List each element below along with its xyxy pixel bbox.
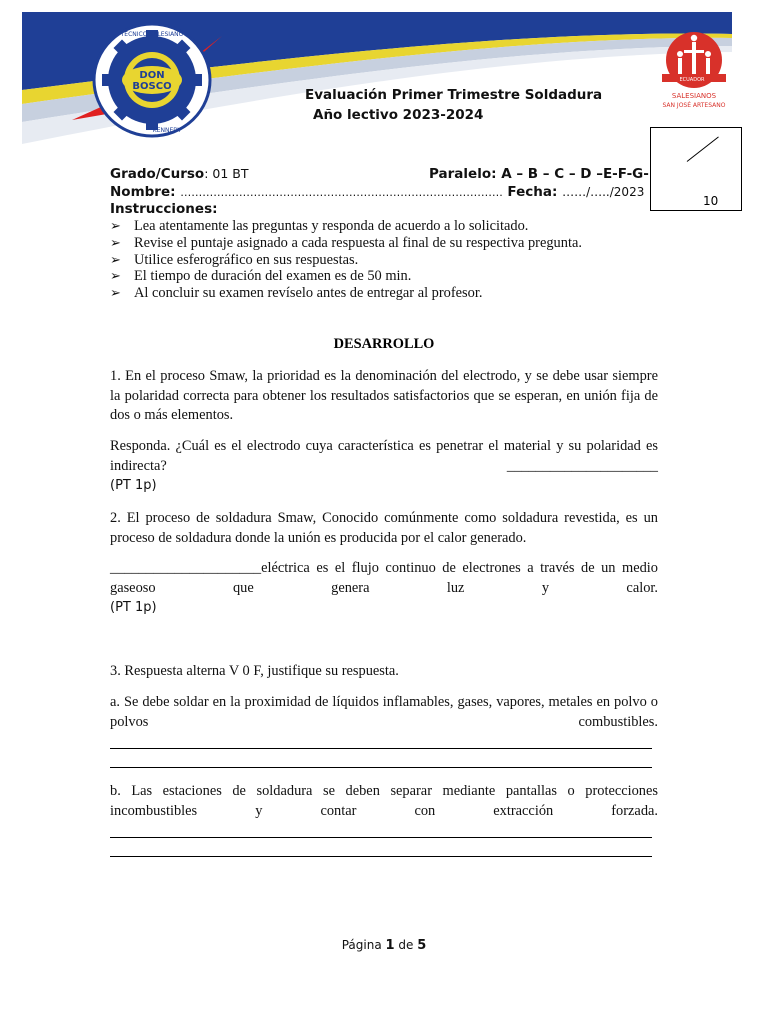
instruction-text: Al concluir su examen revíselo antes de entregar al profesor. xyxy=(134,285,483,302)
answer-line[interactable] xyxy=(110,748,652,749)
question-1-prompt: Responda. ¿Cuál es el electrodo cuya característica es penetrar el material y su polaridad es indirecta? _____________________ xyxy=(110,438,658,474)
nombre-fecha xyxy=(110,184,644,200)
paralelo: Paralelo: A – B – C – D –E-F-G- xyxy=(429,166,649,182)
instruction-item xyxy=(110,268,670,285)
instruction-text: Utilice esferográfico en sus respuestas. xyxy=(134,251,359,268)
footer-total: 5 xyxy=(417,938,427,953)
instruction-text: Lea atentamente las preguntas y responda de acuerdo a lo solicitado. xyxy=(134,218,529,234)
nombre-dots: ……………………………………………………………………………. xyxy=(180,186,503,199)
instruction-item xyxy=(110,252,670,269)
question-3a: a. Se debe soldar en la proximidad de líquidos inflamables, gases, vapores, metales en polvo o polvos combustibles. xyxy=(110,694,658,730)
question-3b: b. Las estaciones de soldadura se deben separar mediante pantallas o protecciones incombustibles y contar con extracción forzada. xyxy=(110,783,658,819)
question-2-points: (PT 1p) xyxy=(110,600,157,615)
score-slash xyxy=(687,136,719,161)
instruction-item xyxy=(110,235,670,252)
arrow-bullet-icon: ➢ xyxy=(110,285,121,301)
instruction-text: Revise el puntaje asignado a cada respuesta al final de su respectiva pregunta. xyxy=(134,234,582,251)
question-1-text: 1. En el proceso Smaw, la prioridad es la denominación del electrodo, y se debe usar siempre la polaridad correcta para obtener los resultados satisfactorios que se esperan, en unión fija de dos o más elementos. xyxy=(110,368,658,423)
arrow-bullet-icon: ➢ xyxy=(110,251,121,267)
fecha-value: ……/…../2023 xyxy=(562,185,645,199)
logo-right-country: ECUADOR xyxy=(679,77,705,83)
school-year: Año lectivo 2023-2024 xyxy=(313,107,484,123)
grado-curso xyxy=(110,166,249,182)
logo-right-line2: SAN JOSÉ ARTESANO xyxy=(662,102,726,109)
footer-middle: de xyxy=(394,938,418,952)
grado-label: Grado/Curso xyxy=(110,166,205,182)
instrucciones-label: Instrucciones: xyxy=(110,201,218,217)
instruction-text: El tiempo de duración del examen es de 50 min. xyxy=(134,268,412,285)
score-total: 10 xyxy=(703,194,719,208)
logo-right-line1: SALESIANOS xyxy=(671,92,717,100)
logo-brand-don: DON xyxy=(139,70,165,81)
fecha-label: Fecha: xyxy=(502,184,563,200)
instruction-item xyxy=(110,285,670,302)
arrow-bullet-icon: ➢ xyxy=(110,234,121,250)
logo-text-bottom: KENNEDY xyxy=(152,127,182,134)
grado-value: : 01 BT xyxy=(204,166,249,181)
answer-line[interactable] xyxy=(110,837,652,838)
question-2-text: 2. El proceso de soldadura Smaw, Conocido comúnmente como soldadura revestida, es un proceso de soldadura donde la unión es producida por el calor generado. xyxy=(110,510,658,546)
answer-line[interactable] xyxy=(110,767,652,768)
exam-title: Evaluación Primer Trimestre Soldadura xyxy=(305,87,603,103)
footer-page: 1 xyxy=(385,938,395,953)
question-2-prompt: _____________________eléctrica es el flujo continuo de electrones a través de un medio gaseoso que genera luz y calor. xyxy=(110,560,658,596)
instruction-item xyxy=(110,218,670,235)
answer-line[interactable] xyxy=(110,856,652,857)
question-3-text: 3. Respuesta alterna V 0 F, justifique su respuesta. xyxy=(110,663,399,679)
page-footer xyxy=(0,938,768,953)
don-bosco-logo xyxy=(72,22,232,138)
nombre-label: Nombre: xyxy=(110,184,181,200)
arrow-bullet-icon: ➢ xyxy=(110,218,121,233)
question-1-points: (PT 1p) xyxy=(110,478,157,493)
score-box xyxy=(650,127,742,211)
salesianos-logo xyxy=(658,28,734,112)
footer-prefix: Página xyxy=(341,938,386,952)
logo-text-top: TÉCNICO SALESIANO xyxy=(120,31,184,38)
section-title: DESARROLLO xyxy=(333,336,435,352)
arrow-bullet-icon: ➢ xyxy=(110,268,121,284)
instructions-list xyxy=(110,218,670,302)
logo-brand-bosco: BOSCO xyxy=(132,81,172,92)
